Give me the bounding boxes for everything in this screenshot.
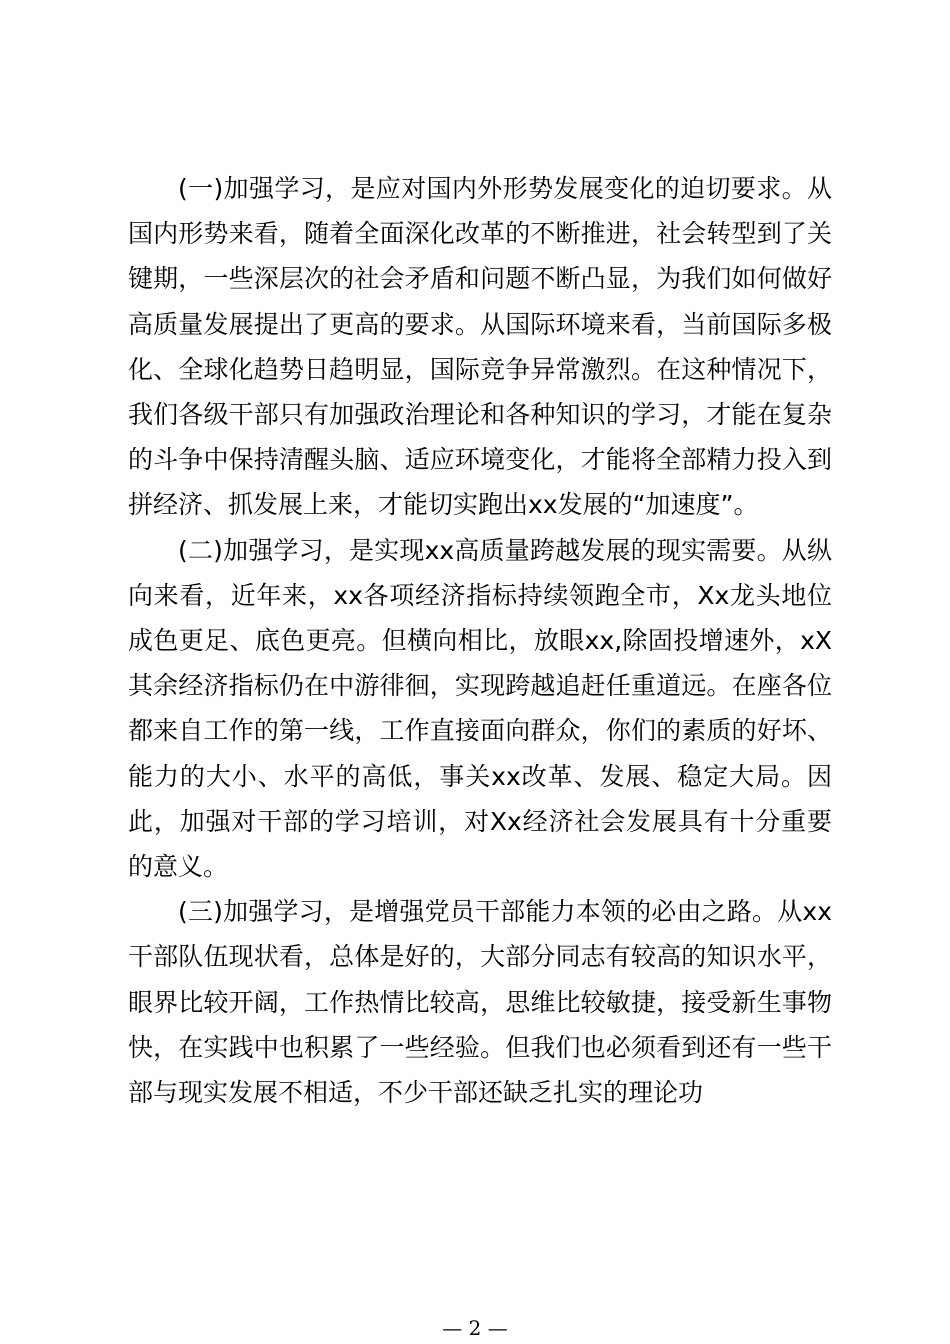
page-number: — 2 — <box>442 1316 508 1340</box>
paragraph-3: (三)加强学习，是增强党员干部能力本领的必由之路。从xx干部队伍现状看，总体是好的，大部分同志有较高的知识水平，眼界比较开阔，工作热情比较高，思维比较敏捷，接受新生事物快，在实践中也积累了一些经验。但我们也必须看到还有一些干部与现实发展不相适，不少干部还缺乏扎实的理论功 <box>128 897 832 1108</box>
paragraph-1: (一)加强学习，是应对国内外形势发展变化的迫切要求。从国内形势来看，随着全面深化改革的不断推进，社会转型到了关键期，一些深层次的社会矛盾和问题不断凸显，为我们如何做好高质量发展提出了更高的要求。从国际环境来看，当前国际多极化、全球化趋势日趋明显，国际竞争异常激烈。在这种情况下，我们各级干部只有加强政治理论和各种知识的学习，才能在复杂的斗争中保持清醒头脑、适应环境变化，才能将全部精力投入到拼经济、抓发展上来，才能切实跑出xx发展的“加速度”。 <box>128 174 832 520</box>
document-body <box>128 166 832 1115</box>
paragraph-2: (二)加强学习，是实现xx高质量跨越发展的现实需要。从纵向来看，近年来，xx各项经济指标持续领跑全市，Xx龙头地位成色更足、底色更亮。但横向相比，放眼xx,除固投增速外，xX其余经济指标仍在中游徘徊，实现跨越追赶任重道远。在座各位都来自工作的第一线，工作直接面向群众，你们的素质的好坏、能力的大小、水平的高低，事关xx改革、发展、稳定大局。因此，加强对干部的学习培训，对Xx经济社会发展具有十分重要的意义。 <box>128 535 832 882</box>
